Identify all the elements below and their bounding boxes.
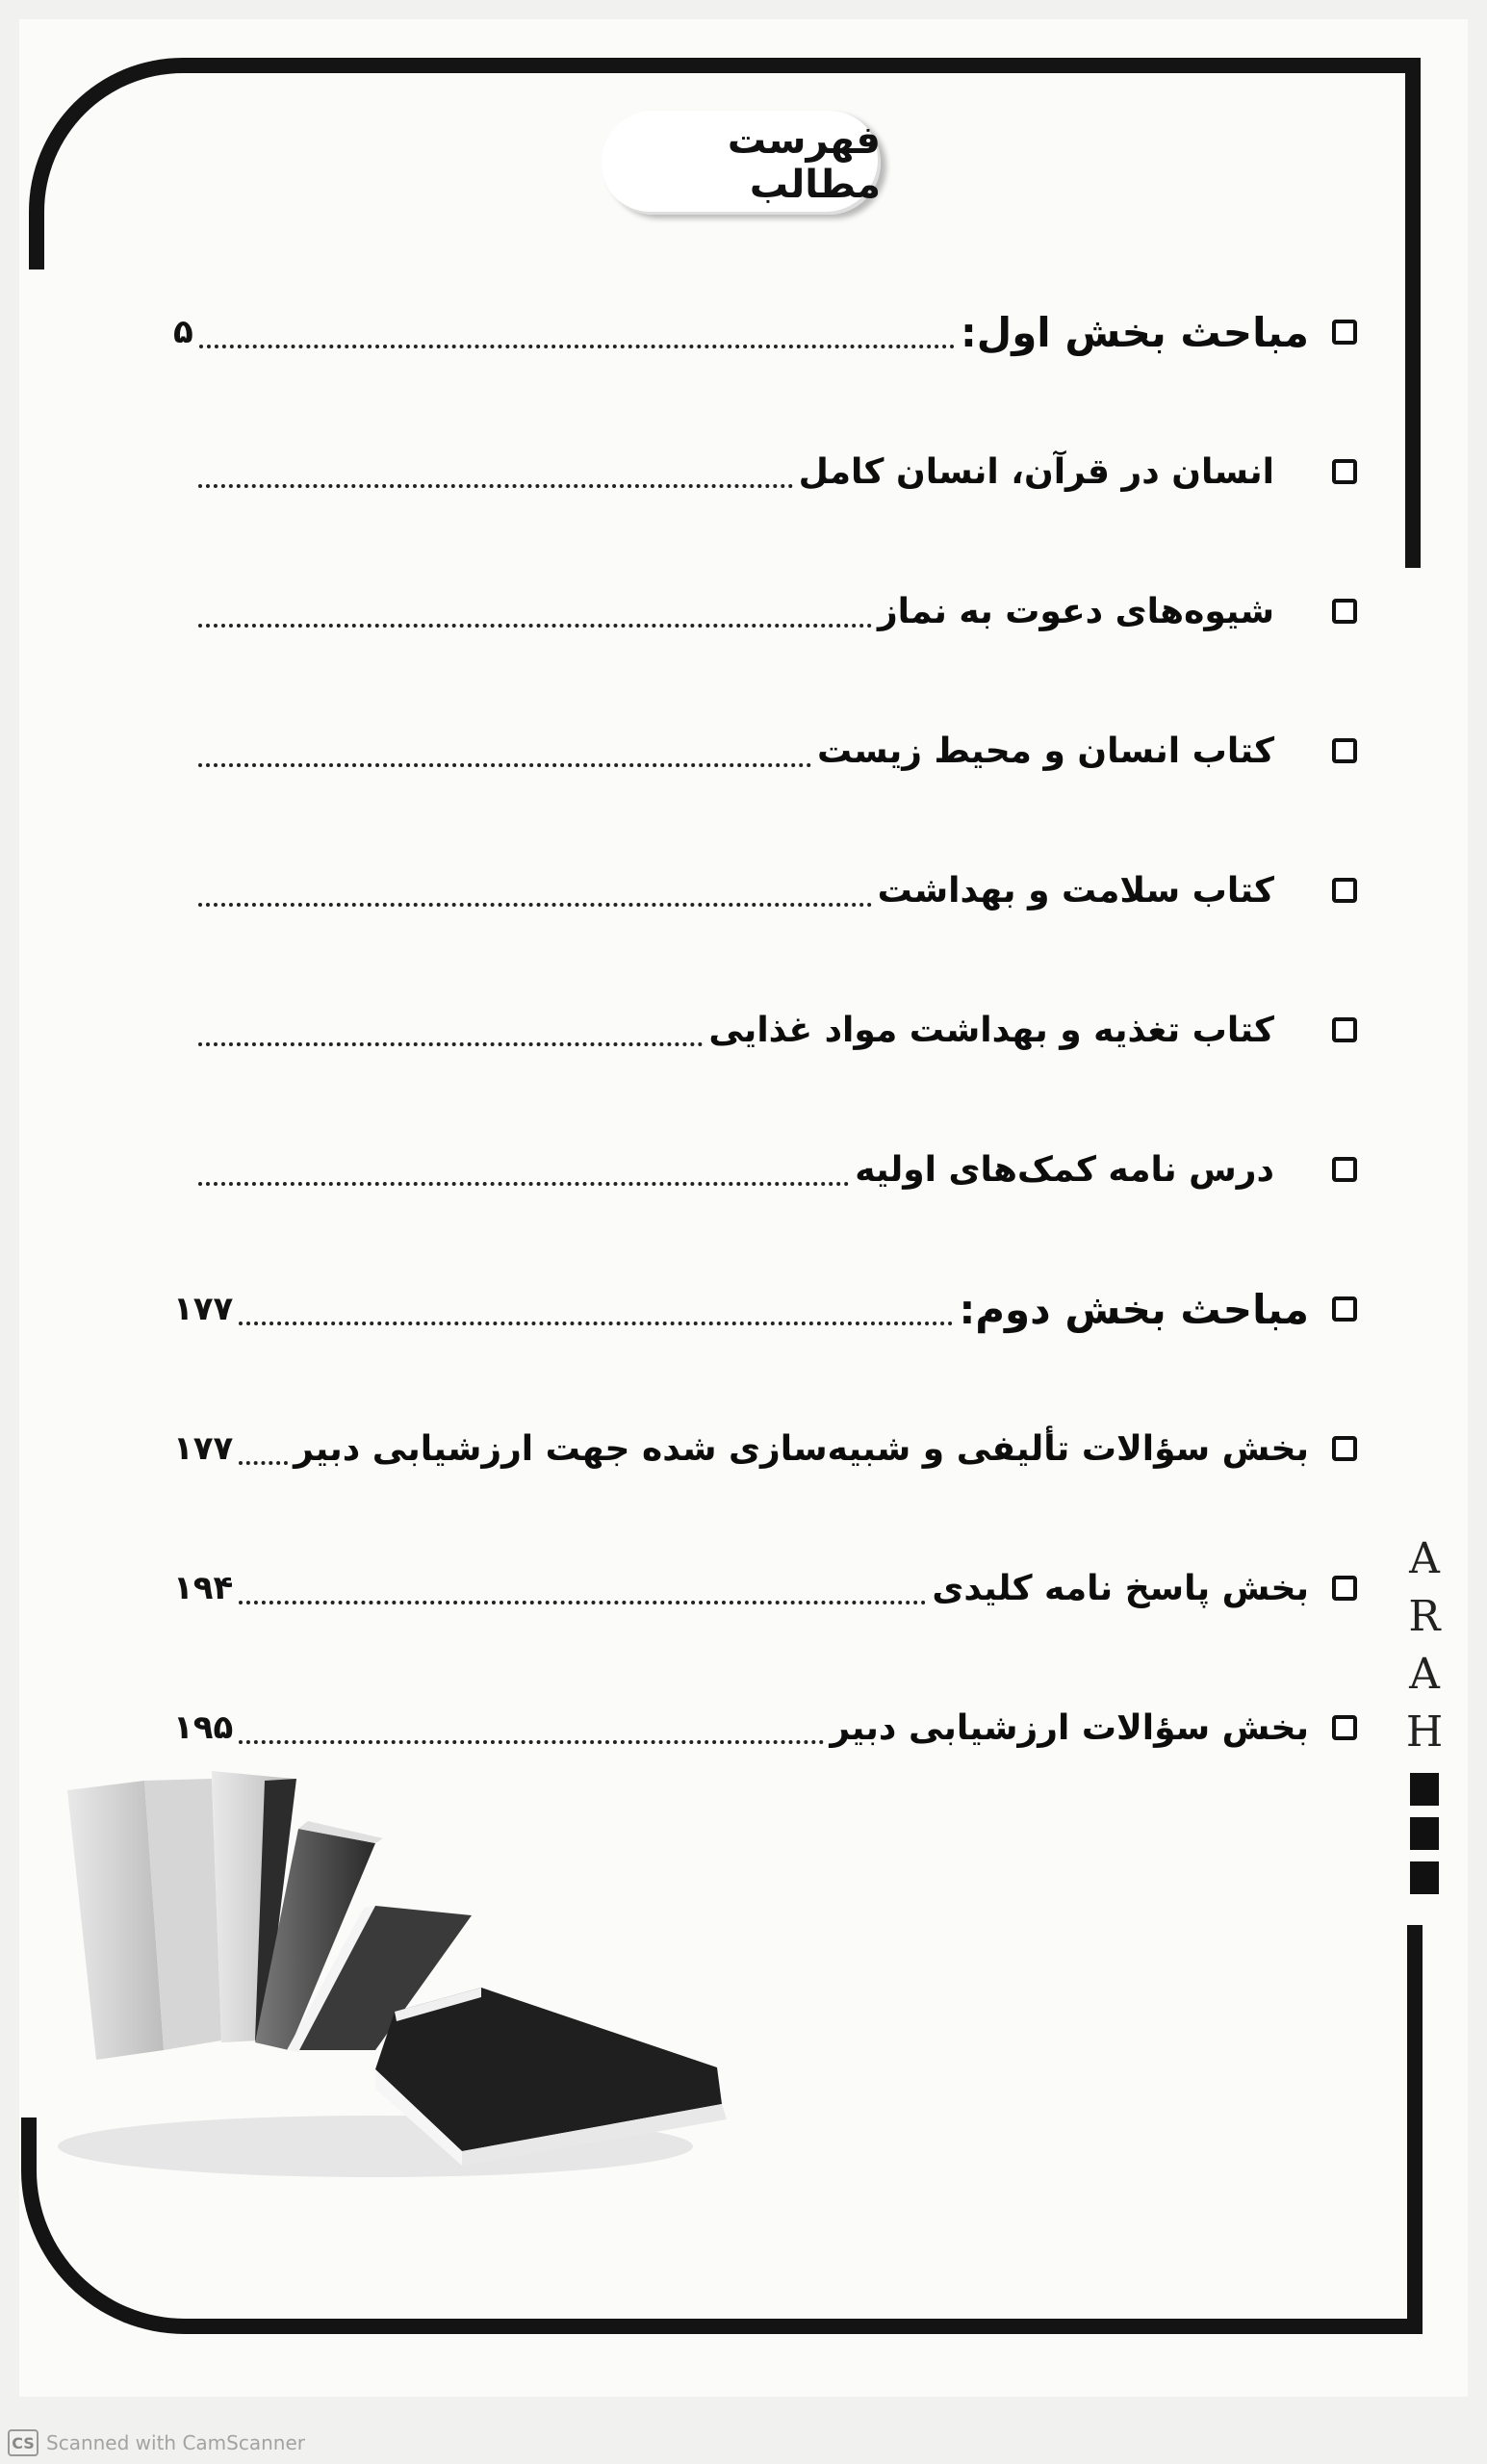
side-letter: A bbox=[1409, 1650, 1440, 1699]
checkbox-icon bbox=[1332, 599, 1357, 624]
toc-page-number: ۱۹۴ bbox=[173, 1569, 234, 1607]
toc-entry bbox=[173, 1136, 1357, 1203]
toc-entry-title: کتاب سلامت و بهداشت bbox=[877, 870, 1274, 911]
checkbox-icon bbox=[1332, 738, 1357, 763]
checkbox-icon bbox=[1332, 1157, 1357, 1182]
decorative-frame-right bbox=[1405, 58, 1421, 568]
toc-entry bbox=[173, 857, 1357, 924]
checkbox-icon bbox=[1332, 878, 1357, 903]
toc-entry-title: مباحث بخش اول: bbox=[960, 308, 1309, 356]
side-block bbox=[1410, 1861, 1439, 1894]
dot-leader bbox=[198, 1182, 849, 1186]
toc-entry bbox=[173, 996, 1357, 1064]
side-block bbox=[1410, 1773, 1439, 1806]
dot-leader bbox=[198, 624, 872, 628]
toc-entry bbox=[173, 1694, 1357, 1761]
title-tab bbox=[602, 111, 881, 215]
side-letter: H bbox=[1405, 1707, 1444, 1757]
scanner-watermark bbox=[8, 2429, 305, 2456]
dot-leader bbox=[199, 345, 955, 348]
checkbox-icon bbox=[1332, 1017, 1357, 1042]
checkbox-icon bbox=[1332, 320, 1357, 345]
dot-leader bbox=[239, 1322, 953, 1325]
side-brand bbox=[1400, 1530, 1449, 1894]
toc-entry-title: کتاب انسان و محیط زیست bbox=[816, 731, 1274, 771]
toc-entry-title: بخش پاسخ نامه کلیدی bbox=[932, 1568, 1309, 1608]
toc-entry bbox=[173, 578, 1357, 645]
side-letter: A bbox=[1409, 1534, 1440, 1583]
side-block bbox=[1410, 1817, 1439, 1850]
toc-entry-title: مباحث بخش دوم: bbox=[959, 1285, 1309, 1333]
dot-leader bbox=[198, 903, 872, 907]
checkbox-icon bbox=[1332, 1715, 1357, 1740]
toc-entry bbox=[173, 438, 1357, 505]
toc-entry-title: بخش سؤالات تألیفی و شبیه‌سازی شده جهت ارزشیابی دبیر bbox=[294, 1428, 1309, 1469]
toc-entry-title: بخش سؤالات ارزشیابی دبیر bbox=[830, 1707, 1309, 1748]
toc-page-number: ۱۹۵ bbox=[173, 1708, 234, 1747]
scanner-text: Scanned with CamScanner bbox=[46, 2431, 305, 2454]
dot-leader bbox=[198, 484, 793, 488]
books-illustration bbox=[58, 1761, 770, 2185]
dot-leader bbox=[198, 763, 811, 767]
checkbox-icon bbox=[1332, 1296, 1357, 1322]
checkbox-icon bbox=[1332, 1436, 1357, 1461]
toc-page-number: ۱۷۷ bbox=[173, 1429, 234, 1468]
toc-entry-title: کتاب تغذیه و بهداشت مواد غذایی bbox=[708, 1010, 1274, 1050]
dot-leader bbox=[239, 1461, 288, 1465]
toc-entry-title: انسان در قرآن، انسان کامل bbox=[798, 451, 1274, 492]
toc-entry bbox=[173, 298, 1357, 366]
camscanner-logo-icon: CS bbox=[8, 2429, 38, 2456]
toc-entry-title: شیوه‌های دعوت به نماز bbox=[877, 591, 1274, 631]
checkbox-icon bbox=[1332, 459, 1357, 484]
toc-entry-title: درس نامه کمک‌های اولیه bbox=[855, 1149, 1274, 1190]
toc-entry bbox=[173, 1554, 1357, 1622]
toc-entry bbox=[173, 717, 1357, 784]
toc-entry bbox=[173, 1275, 1357, 1343]
dot-leader bbox=[239, 1740, 824, 1744]
toc-entry bbox=[173, 1415, 1357, 1482]
side-letter: R bbox=[1408, 1592, 1441, 1641]
dot-leader bbox=[239, 1601, 926, 1604]
toc-page-number: ۵ bbox=[173, 313, 193, 351]
checkbox-icon bbox=[1332, 1576, 1357, 1601]
dot-leader bbox=[198, 1042, 703, 1046]
page-title: فهرست مطالب bbox=[727, 118, 881, 207]
toc-page-number: ۱۷۷ bbox=[173, 1290, 234, 1328]
